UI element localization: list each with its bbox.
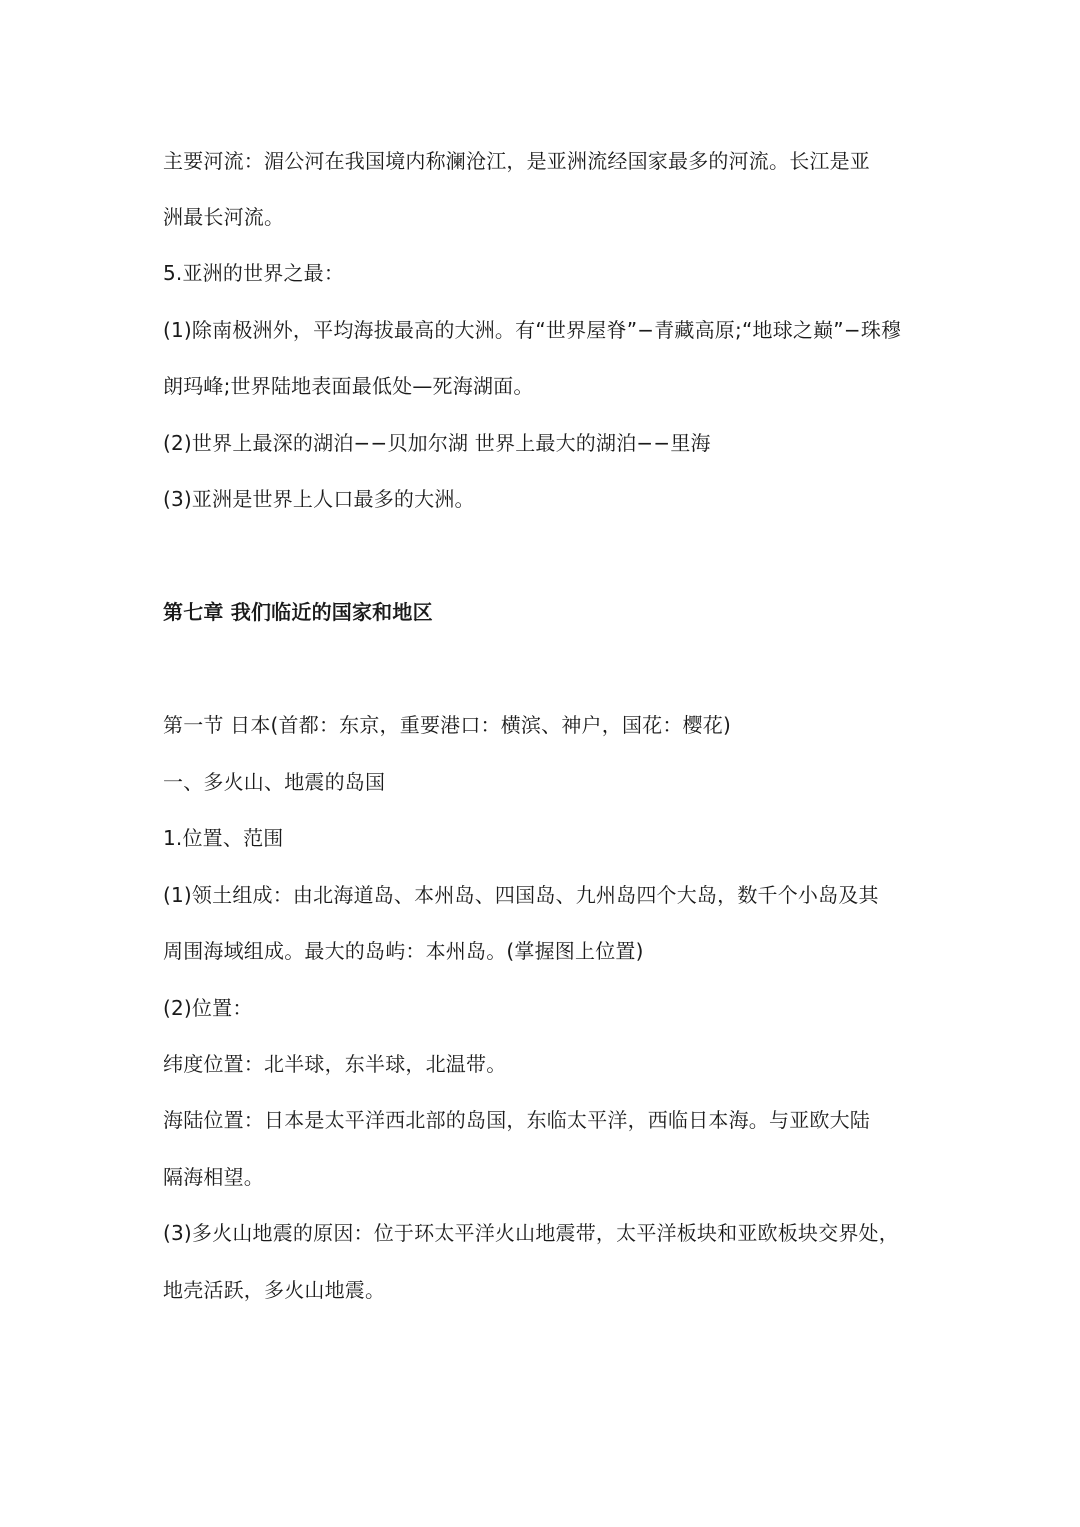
item-3: (3)亚洲是世界上人口最多的大洲。 xyxy=(163,487,475,511)
sea-land-position-line-1: 海陆位置：日本是太平洋西北部的岛国，东临太平洋，西临日本海。与亚欧大陆 xyxy=(163,1108,870,1132)
subheading-location: 1.位置、范围 xyxy=(163,826,284,850)
position-heading: (2)位置： xyxy=(163,996,253,1020)
item-1-line-1: (1)除南极洲外，平均海拔最高的大洲。有“世界屋脊”−青藏高原;“地球之巅”−珠穆 xyxy=(163,318,902,342)
sea-land-position-line-2: 隔海相望。 xyxy=(163,1165,264,1189)
volcano-cause-line-1: (3)多火山地震的原因：位于环太平洋火山地震带，太平洋板块和亚欧板块交界处， xyxy=(163,1221,899,1245)
paragraph-rivers-line-1: 主要河流：湄公河在我国境内称澜沧江，是亚洲流经国家最多的河流。长江是亚 xyxy=(163,149,870,173)
item-1-line-2: 朗玛峰;世界陆地表面最低处—死海湖面。 xyxy=(163,374,534,398)
chapter-title: 第七章 我们临近的国家和地区 xyxy=(163,600,433,624)
latitude-position: 纬度位置：北半球，东半球，北温带。 xyxy=(163,1052,507,1076)
territory-line-2: 周围海域组成。最大的岛屿：本州岛。(掌握图上位置) xyxy=(163,939,644,963)
subheading-volcano-island: 一、多火山、地震的岛国 xyxy=(163,770,386,794)
territory-line-1: (1)领土组成：由北海道岛、本州岛、四国岛、九州岛四个大岛，数千个小岛及其 xyxy=(163,883,879,907)
paragraph-rivers-line-2: 洲最长河流。 xyxy=(163,205,285,229)
heading-asia-world-records: 5.亚洲的世界之最： xyxy=(163,261,345,285)
volcano-cause-line-2: 地壳活跃，多火山地震。 xyxy=(163,1278,386,1302)
section-title-japan: 第一节 日本(首都：东京，重要港口：横滨、神户，国花：樱花) xyxy=(163,713,731,737)
item-2: (2)世界上最深的湖泊−−贝加尔湖 世界上最大的湖泊−−里海 xyxy=(163,431,711,455)
